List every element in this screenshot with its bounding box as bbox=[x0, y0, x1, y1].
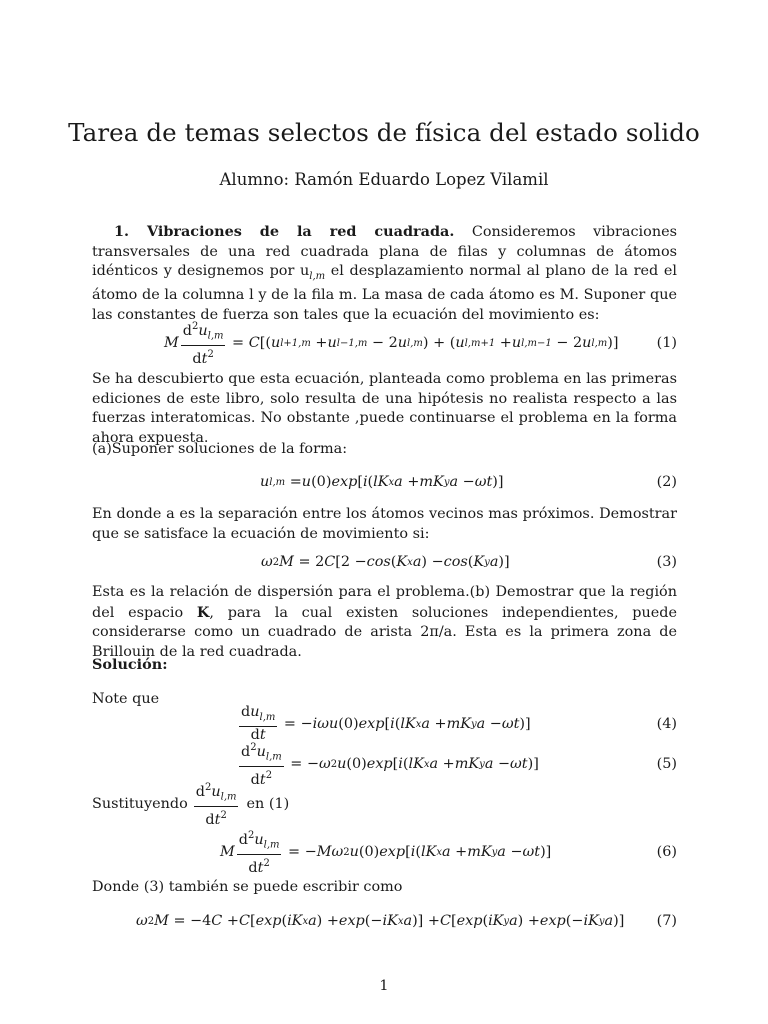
problem-intro-rest: el desplazamiento normal al plano de la red el átomo de la columna l y de la fila m. La masa de cada átomo es M. Suponer que las constantes de fuerza son tales que la ecuación del movimiento es: bbox=[92, 263, 677, 323]
equation-6-number: (6) bbox=[656, 844, 677, 860]
note-text: Note que bbox=[92, 691, 160, 707]
page-title: Tarea de temas selectos de física del estado solido bbox=[68, 118, 700, 147]
problem-intro: Consideremos vibraciones transversales de una red cuadrada plana de filas y columnas de átomos idénticos y designemos por u bbox=[92, 224, 677, 279]
equation-3-number: (3) bbox=[656, 554, 677, 570]
equation-4-number: (4) bbox=[656, 716, 677, 732]
equation-2-number: (2) bbox=[656, 474, 677, 490]
after-equation-3-text: Esta es la relación de dispersión para el problema.(b) Demostrar que la región del espacio bbox=[92, 584, 677, 621]
k-space-symbol: K bbox=[196, 603, 210, 621]
solution-heading: Solución: bbox=[92, 656, 168, 673]
equation-5-number: (5) bbox=[656, 756, 677, 772]
equation-1: M $\frac{d^2u_{l,m}}{dt^2}$ = C [( u l+1,m + u l−1,m − 2 u l,m ) + ( u l,m+1 + u l,m−1 − 2 u l,m )] (1) bbox=[164, 321, 677, 367]
equation-2: u l,m = u (0) exp [ i ( lK x a + mK y a − ωt )] (2) bbox=[92, 471, 677, 493]
intro-subscript: l,m bbox=[309, 270, 326, 282]
author-line: Alumno: Ramón Eduardo Lopez Vilamil bbox=[219, 170, 549, 189]
equation-5: $\frac{d^2u_{l,m}}{dt^2}$ = − ω 2 u (0) exp [ i ( lK x a + mK y a − ωt )] (5) bbox=[241, 742, 677, 788]
after-equation-2: En donde a es la separación entre los átomos vecinos mas próximos. Demostrar que se satisface la ecuación de movimiento si: bbox=[92, 506, 677, 542]
substituting-text: Sustituyendo bbox=[92, 796, 188, 812]
substituting-line: Sustituyendo $\frac{d^2u_{l,m}}{dt^2}$ en (1) bbox=[92, 782, 290, 828]
page-number: 1 bbox=[379, 978, 389, 994]
after-equation-1: Se ha descubierto que esta ecuación, planteada como problema en las primeras ediciones de este libro, solo resulta de una hipótesis no realista respecto a las fuerzas interatomicas. No obstante ,puede continuarse el problema en la forma ahora expuesta. bbox=[92, 371, 677, 446]
equation-7: ω 2 M = −4 C + C [ exp ( iK x a ) + exp (− iK x a )] + C [ exp ( iK y a ) + exp (− iK y a )] (7) bbox=[92, 910, 677, 932]
part-a: (a)Suponer soluciones de la forma: bbox=[92, 441, 348, 457]
equation-1-number: (1) bbox=[656, 335, 677, 351]
equation-4: $\frac{du_{l,m}}{dt}$ = − iωu (0) exp [ i ( lK x a + mK y a − ωt )] (4) bbox=[241, 704, 677, 743]
in-eq1-text: en (1) bbox=[246, 796, 290, 812]
after-equation-3-rest: , para la cual existen soluciones independientes, puede considerarse como un cuadrado de arista 2π/a. Esta es la primera zona de Brillouin de la red cuadrada. bbox=[92, 604, 677, 660]
where-text: Donde (3) también se puede escribir como bbox=[92, 879, 403, 895]
equation-6: M $\frac{d^2u_{l,m}}{dt^2}$ = − Mω 2 u (0) exp [ i ( lK x a + mK y a − ωt )] (6) bbox=[220, 830, 677, 876]
after-equation-3 bbox=[92, 583, 677, 662]
equation-7-number: (7) bbox=[656, 913, 677, 929]
problem-heading: 1. Vibraciones de la red cuadrada. bbox=[114, 223, 455, 240]
equation-3: ω 2 M = 2 C [2 − cos ( K x a ) − cos ( K y a )] (3) bbox=[92, 551, 677, 573]
problem-statement bbox=[92, 222, 677, 325]
